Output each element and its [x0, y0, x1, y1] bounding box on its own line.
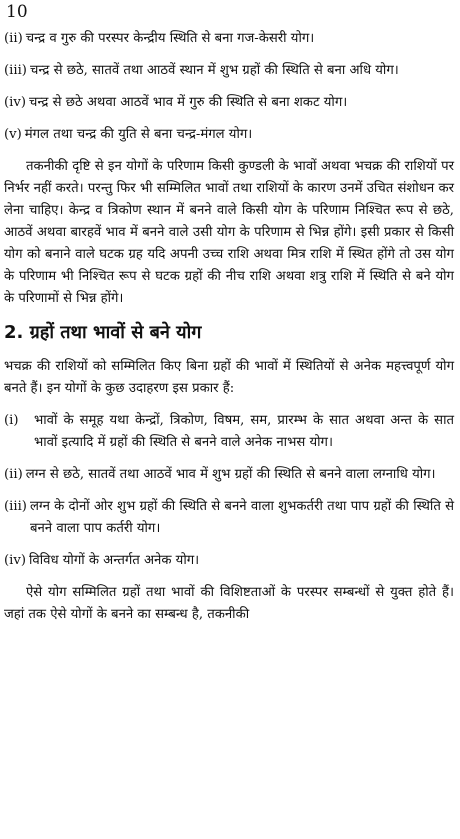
list-item — [0, 550, 460, 572]
list-item — [0, 124, 460, 146]
list-item — [0, 410, 460, 454]
list-item-text: लग्न के दोनों ओर शुभ ग्रहों की स्थिति से बनने वाला शुभकर्तरी तथा पाप ग्रहों की स्थिति से बनने वाला पाप कर्तरी योग। — [29, 499, 454, 536]
list-item-text: मंगल तथा चन्द्र की युति से बना चन्द्र-मंगल योग। — [24, 127, 253, 142]
list-item — [0, 28, 460, 50]
list-item — [0, 60, 460, 82]
list-item — [0, 92, 460, 114]
list-item-text: चन्द्र से छठे अथवा आठवें भाव में गुरु की स्थिति से बना शकट योग। — [28, 95, 348, 110]
list-item-text: लग्न से छठे, सातवें तथा आठवें भाव में शुभ ग्रहों की स्थिति से बनने वाला लग्नाधि योग। — [25, 467, 436, 482]
page-number: 10 — [6, 2, 28, 22]
list-item-number: (ii) — [4, 467, 23, 482]
list-item — [0, 496, 460, 540]
section-heading: 2. ग्रहों तथा भावों से बने योग — [4, 322, 202, 343]
page-content — [0, 28, 460, 636]
list-item-text: चन्द्र व गुरु की परस्पर केन्द्रीय स्थिति से बना गज-केसरी योग। — [25, 31, 315, 46]
list-item-text: चन्द्र से छठे, सातवें तथा आठवें स्थान में शुभ ग्रहों की स्थिति से बना अधि योग। — [29, 63, 399, 78]
list-item — [0, 464, 460, 486]
list-item-number: (i) — [4, 413, 19, 428]
list-item-text: भावों के समूह यथा केन्द्रों, त्रिकोण, विषम, सम, प्रारम्भ के सात अथवा अन्त के सात भावों इत्यादि में ग्रहों की स्थिति से बनने वाले अनेक नाभस योग। — [34, 413, 454, 450]
list-item-text: विविध योगों के अन्तर्गत अनेक योग। — [28, 553, 200, 568]
list-item-number: (v) — [4, 127, 22, 142]
body-paragraph: भचक्र की राशियों को सम्मिलित किए बिना ग्रहों की भावों में स्थितियों से अनेक महत्त्वपूर्ण योग बनते हैं। इन योगों के कुछ उदाहरण इस प्रकार हैं: — [4, 359, 454, 396]
list-item-number: (iv) — [4, 95, 26, 110]
list-item-number: (ii) — [4, 31, 23, 46]
body-paragraph: ऐसे योग सम्मिलित ग्रहों तथा भावों की विशिष्टताओं के परस्पर सम्बन्धों से युक्त होते हैं। जहां तक ऐसे योगों के बनने का सम्बन्ध है, तकनीकी — [4, 585, 454, 622]
body-paragraph: तकनीकी दृष्टि से इन योगों के परिणाम किसी कुण्डली के भावों अथवा भचक्र की राशियों पर निर्भर नहीं करते। परन्तु फिर भी सम्मिलित भावों तथा राशियों के कारण उनमें उचित संशोधन कर लेना चाहिए। केन्द्र व त्रिकोण स्थान में बनने वाले किसी योग के परिणाम निश्चित रूप से छठे, आठवें अथवा बारहवें भाव में बनने वाले उसी योग के परिणाम से भिन्न होंगे। इसी प्रकार से किसी योग को बनाने वाले घटक ग्रह यदि अपनी उच्च राशि अथवा मित्र राशि में स्थित होंगे तो उस योग के परिणाम भी निश्चित रूप से घटक ग्रहों की नीच राशि अथवा शत्रु राशि में स्थिति से बने योग के परिणामों से भिन्न होंगे। — [4, 159, 454, 306]
list-item-number: (iii) — [4, 63, 27, 78]
list-item-number: (iii) — [4, 499, 27, 514]
list-item-number: (iv) — [4, 553, 26, 568]
